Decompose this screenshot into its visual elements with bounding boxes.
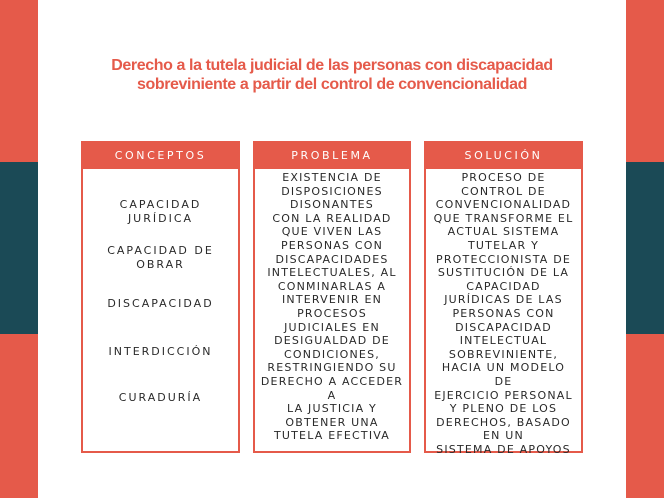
- solucion-line: ACTUAL SISTEMA: [447, 225, 560, 239]
- solucion-header: SOLUCIÓN: [426, 143, 581, 169]
- solucion-text: [426, 171, 581, 456]
- problema-line: CON LA REALIDAD: [272, 211, 392, 225]
- solucion-line: DISCAPACIDAD: [455, 320, 552, 334]
- problema-line: LA JUSTICIA Y: [287, 402, 377, 416]
- problema-line: DERECHO A ACCEDER: [260, 374, 404, 388]
- problema-line: DESIGUALDAD DE: [274, 334, 390, 348]
- left-band-red-top: [0, 0, 38, 162]
- right-side-band: [626, 0, 664, 498]
- concept-discapacidad: [83, 297, 238, 311]
- problema-line: CONMINARLAS A: [277, 279, 387, 293]
- problema-line: A: [327, 388, 337, 402]
- solucion-line: DE: [494, 374, 513, 388]
- concept-curaduria: [83, 391, 238, 405]
- concept-interdiccion: [83, 345, 238, 359]
- problema-line: OBTENER UNA: [285, 415, 379, 429]
- problema-text: [255, 171, 409, 443]
- problema-line: DISCAPACIDADES: [275, 252, 389, 266]
- concept-line: OBRAR: [136, 258, 185, 271]
- right-band-teal: [626, 162, 664, 334]
- solucion-line: SOBREVINIENTE,: [448, 347, 559, 361]
- solucion-line: TUTELAR Y: [467, 238, 539, 252]
- solucion-line: EN UN: [483, 429, 524, 443]
- problema-line: TUTELA EFECTIVA: [273, 429, 391, 443]
- left-band-teal: [0, 162, 38, 334]
- problema-line: INTELECTUALES, AL: [267, 266, 397, 280]
- problema-line: QUE VIVEN LAS: [281, 225, 383, 239]
- solucion-line: PERSONAS CON: [452, 306, 555, 320]
- conceptos-column: [81, 141, 240, 453]
- problema-line: PERSONAS CON: [280, 238, 384, 252]
- concept-capacidad-de-obrar: [83, 244, 238, 272]
- left-band-red-bottom: [0, 334, 38, 498]
- concept-capacidad-juridica: [83, 198, 238, 226]
- solucion-line: Y PLENO DE LOS: [449, 402, 558, 416]
- concept-line: DISCAPACIDAD: [107, 297, 214, 310]
- conceptos-header: CONCEPTOS: [83, 143, 238, 169]
- solucion-line: SUSTITUCIÓN DE LA: [437, 266, 570, 280]
- problema-line: JUDICIALES EN: [284, 320, 380, 334]
- problema-line: CONDICIONES,: [284, 347, 380, 361]
- concept-line: CURADURÍA: [118, 391, 203, 404]
- slide-title-line-2: sobreviniente a partir del control de convencionalidad: [136, 76, 528, 93]
- concept-line: JURÍDICA: [127, 212, 194, 225]
- solucion-line: PROCESO DE: [461, 171, 546, 184]
- problema-line: DISPOSICIONES: [281, 184, 383, 198]
- solucion-line: QUE TRANSFORME EL: [433, 211, 574, 225]
- concept-line: CAPACIDAD DE: [107, 244, 214, 257]
- solucion-line: SISTEMA DE APOYOS: [436, 442, 571, 456]
- solucion-line: INTELECTUAL: [459, 334, 548, 348]
- solucion-line: CAPACIDAD: [466, 279, 541, 293]
- solucion-line: EJERCICIO PERSONAL: [434, 388, 573, 402]
- problema-line: INTERVENIR EN: [281, 293, 383, 307]
- problema-line: PROCESOS: [297, 306, 367, 320]
- solucion-column: [424, 141, 583, 456]
- solucion-line: HACIA UN MODELO: [441, 361, 566, 375]
- concept-line: CAPACIDAD: [119, 198, 202, 211]
- problema-line: DISONANTES: [290, 198, 374, 212]
- solucion-line: DERECHOS, BASADO: [436, 415, 571, 429]
- problema-header: PROBLEMA: [255, 143, 409, 169]
- slide-title: [60, 56, 604, 94]
- problema-line: EXISTENCIA DE: [282, 171, 382, 184]
- left-side-band: [0, 0, 38, 498]
- solucion-line: PROTECCIONISTA DE: [435, 252, 572, 266]
- problema-column: [253, 141, 411, 453]
- solucion-line: CONTROL DE: [461, 184, 546, 198]
- problema-line: RESTRINGIENDO SU: [267, 361, 397, 375]
- solucion-line: JURÍDICAS DE LAS: [444, 293, 563, 307]
- right-band-red-top: [626, 0, 664, 162]
- solucion-line: CONVENCIONALIDAD: [435, 198, 572, 212]
- concept-line: INTERDICCIÓN: [108, 345, 213, 358]
- slide-title-line-1: Derecho a la tutela judicial de las personas con discapacidad: [111, 57, 553, 74]
- right-band-red-bottom: [626, 334, 664, 498]
